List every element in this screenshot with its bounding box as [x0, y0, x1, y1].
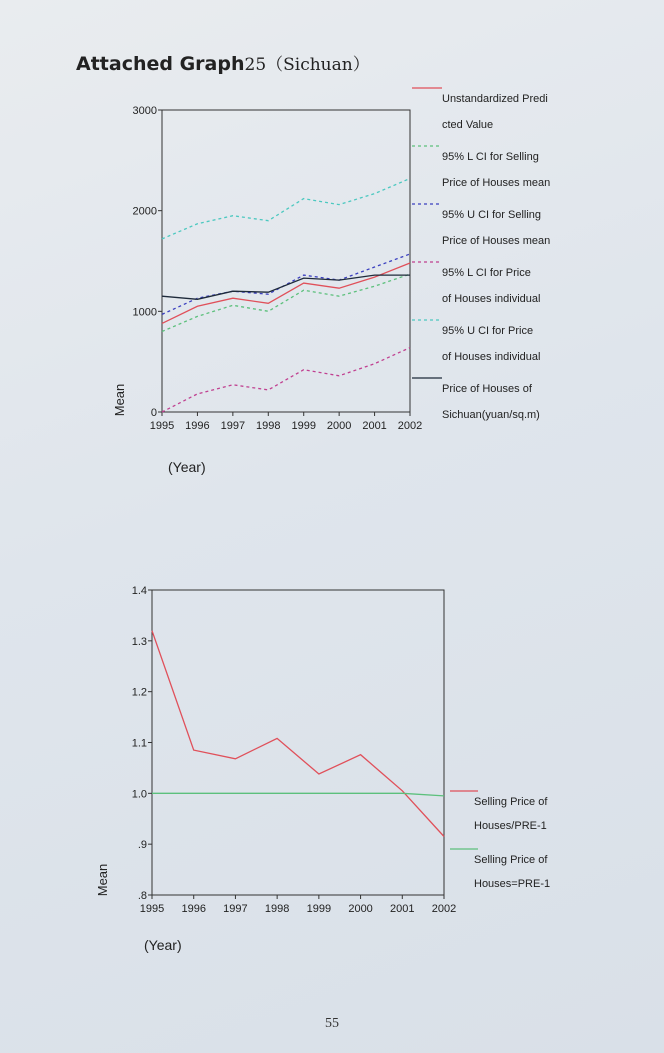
c1-legend-label-0: Unstandardized Predi	[442, 93, 548, 105]
c1-xtick-label: 1997	[220, 420, 246, 432]
c1-xtick-label: 2000	[326, 420, 352, 432]
c1-series-line-3	[162, 348, 410, 412]
c2-legend-label-0: Selling Price of	[474, 796, 548, 808]
c2-ytick-label: 1.2	[131, 686, 147, 699]
c2-ytick-label: 1.1	[131, 737, 147, 750]
c1-ytick-label: 2000	[132, 205, 157, 218]
c1-ylabel: Mean	[112, 383, 127, 417]
c2-xtick-label: 1996	[181, 903, 206, 915]
c1-legend-label-2: Price of Houses mean	[442, 235, 551, 247]
c1-xtick-label: 1995	[149, 420, 175, 432]
c2-series-line-1	[152, 793, 444, 796]
c2-xtick-label: 1998	[264, 903, 290, 915]
c2-xlabel: (Year)	[144, 937, 182, 953]
c1-legend-label-1: Price of Houses mean	[442, 177, 551, 189]
c1-ytick-label: 1000	[132, 306, 157, 319]
c1-xtick-label: 2002	[397, 420, 423, 432]
c1-series-line-1	[162, 274, 410, 331]
c2-legend-label-0: Houses/PRE-1	[474, 820, 547, 832]
c1-legend-label-0: cted Value	[442, 119, 494, 131]
c1-legend-label-2: 95% U CI for Selling	[442, 209, 542, 221]
c1-xlabel: (Year)	[168, 459, 206, 475]
c1-legend-label-4: of Houses individual	[442, 351, 541, 363]
c2-xtick-label: 2002	[431, 903, 457, 915]
c1-ytick-label: 0	[150, 407, 157, 419]
c1-legend-label-1: 95% L CI for Selling	[442, 151, 539, 163]
c1-series-line-0	[162, 263, 410, 323]
c2-ytick-label: 1.0	[131, 788, 147, 801]
c2-xtick-label: 2000	[348, 903, 373, 915]
c1-legend-label-5: Price of Houses of	[442, 383, 532, 395]
c2-ytick-label: .9	[137, 839, 147, 852]
title-bold: Attached Graph	[76, 53, 245, 75]
title-suffix: 25（Sichuan）	[244, 55, 370, 75]
c1-legend-label-5: Sichuan(yuan/sq.m)	[442, 409, 540, 421]
c1-ytick-label: 3000	[132, 105, 157, 117]
c1-xtick-label: 1999	[291, 420, 316, 432]
c2-series-line-0	[152, 631, 444, 837]
c2-xtick-label: 1999	[306, 903, 332, 915]
c2-xtick-label: 2001	[390, 903, 415, 915]
c1-xtick-label: 2001	[362, 420, 387, 432]
c2-ylabel: Mean	[95, 863, 110, 897]
c2-legend-label-1: Selling Price of	[474, 854, 548, 866]
c1-xtick-label: 1996	[185, 420, 210, 432]
c2-ytick-label: .8	[137, 890, 147, 902]
c1-xtick-label: 1998	[256, 420, 281, 432]
c2-ytick-label: 1.4	[131, 585, 147, 597]
c1-series-line-4	[162, 179, 410, 239]
c2-ytick-label: 1.3	[131, 635, 147, 648]
c1-legend-label-3: of Houses individual	[442, 293, 541, 305]
c2-plot-frame	[152, 590, 444, 895]
c1-legend-label-4: 95% U CI for Price	[442, 325, 534, 337]
c1-plot-frame	[162, 110, 410, 412]
c1-legend-label-3: 95% L CI for Price	[442, 267, 531, 279]
c2-xtick-label: 1995	[139, 903, 165, 915]
page-number: 55	[325, 1016, 339, 1031]
c2-xtick-label: 1997	[223, 903, 248, 915]
c2-legend-label-1: Houses=PRE-1	[474, 878, 551, 890]
